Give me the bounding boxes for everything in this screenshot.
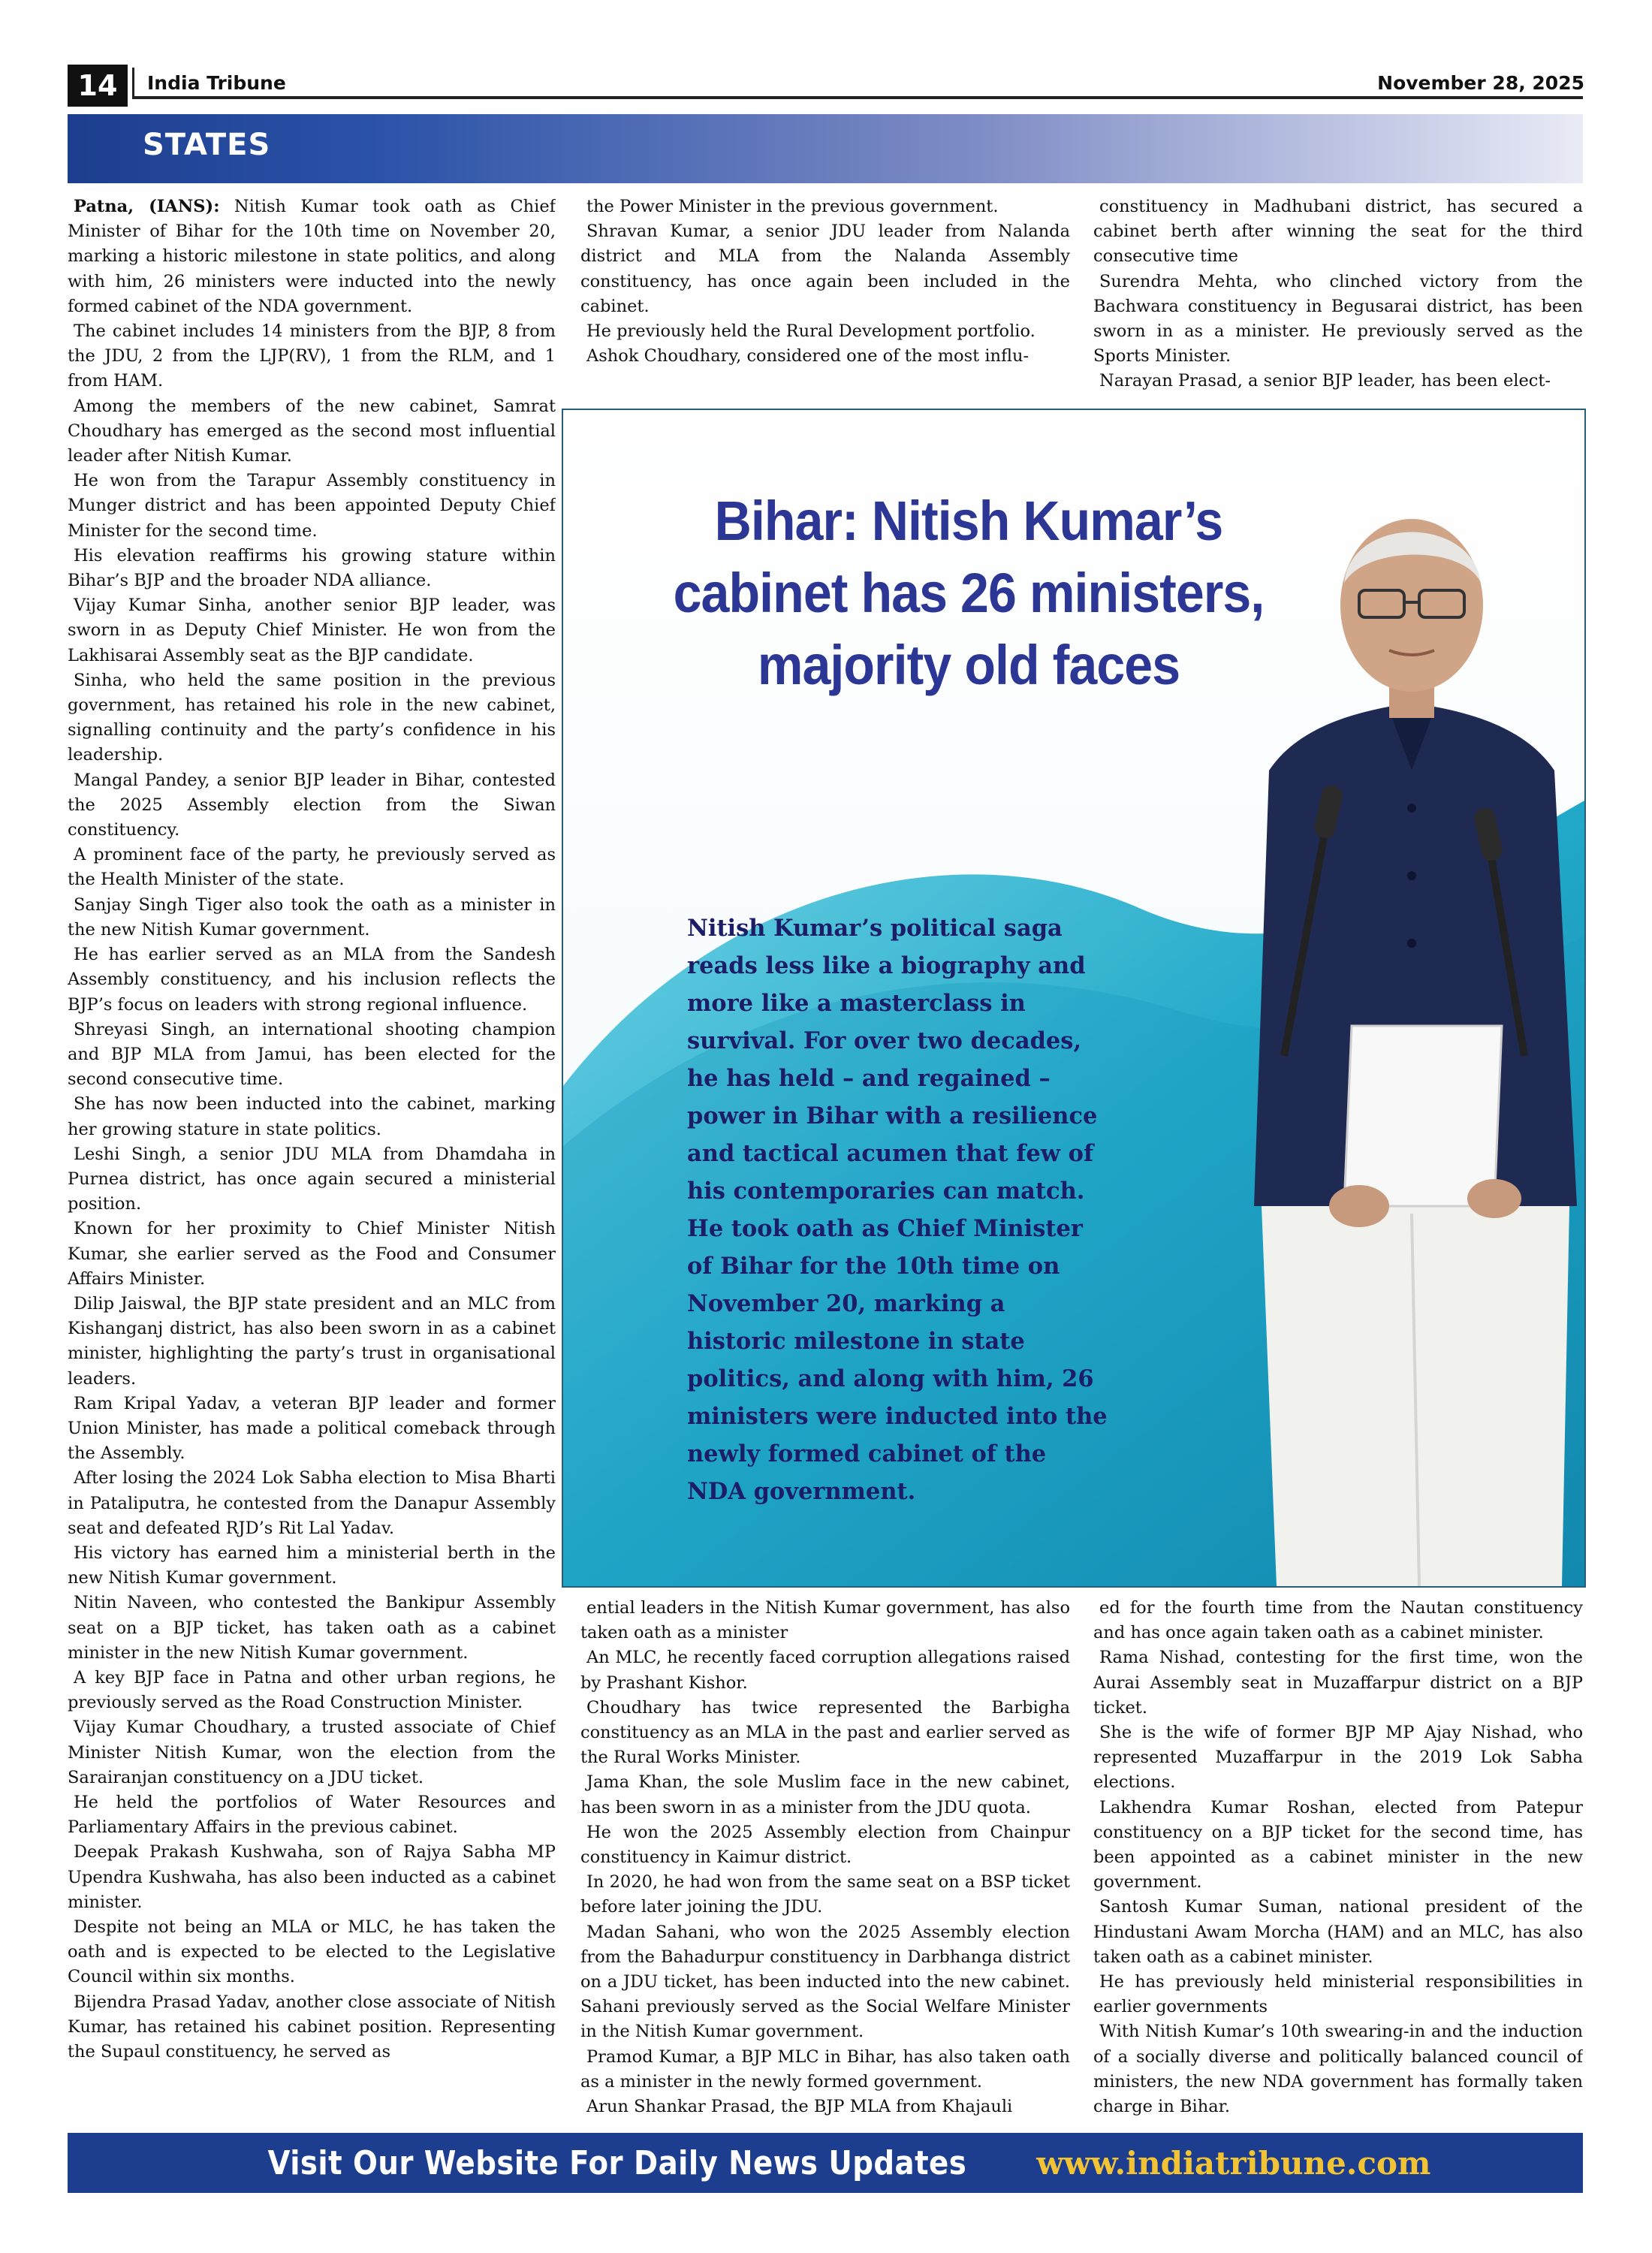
article-paragraph: Ram Kripal Yadav, a veteran BJP leader and former Union Minister, has made a political comeback through the Assembly. [68, 1393, 556, 1464]
feature-blurb: Nitish Kumar’s political saga reads less like a biography and more like a masterclass in survival. For over two decades, he has held – and regained – power in Bihar with a resilience and tactical acumen that few of his contemporaries can match. He took oath as Chief Minister of Bihar for the 10th time on November 20, marking a historic milestone in state politics, and along with him, 26 ministers were inducted into the newly formed cabinet of the NDA government. [687, 915, 1108, 1505]
article-paragraph: He previously held the Rural Development portfolio. [586, 321, 1036, 342]
article-paragraph: Pramod Kumar, a BJP MLC in Bihar, has also taken oath as a minister in the newly formed government. [580, 2046, 1070, 2092]
article-paragraph: The cabinet includes 14 ministers from the BJP, 8 from the JDU, 2 from the LJP(RV), 1 from the RLM, and 1 from HAM. [68, 321, 556, 391]
article-paragraph: ential leaders in the Nitish Kumar government, has also taken oath as a minister [580, 1598, 1070, 1643]
dateline: Patna, (IANS): [74, 197, 220, 216]
article-paragraph: Vijay Kumar Sinha, another senior BJP leader, was sworn in as Deputy Chief Minister. He won from the Lakhisarai Assembly seat as the BJP candidate. [68, 596, 556, 665]
issue-date: November 28, 2025 [1377, 72, 1584, 94]
article-paragraph: Sinha, who held the same position in the previous government, has retained his role in the new cabinet, signalling continuity and the party’s confidence in his leadership. [68, 670, 556, 765]
article-paragraph: Shravan Kumar, a senior JDU leader from Nalanda district and MLA from the Nalanda Assembly constituency, has once again been included in the cabinet. [580, 222, 1070, 316]
article-paragraph: Patna, (IANS): Nitish Kumar took oath as Chief Minister of Bihar for the 10th time on November 20, marking a historic milestone in state politics, and along with him, 26 ministers were inducted into the newly formed cabinet of the NDA government. [68, 197, 556, 316]
section-title: STATES [143, 128, 271, 162]
publication-name: India Tribune [147, 72, 286, 94]
article-paragraph: He held the portfolios of Water Resources and Parliamentary Affairs in the previous cabinet. [68, 1793, 556, 1838]
article-paragraph: She has now been inducted into the cabinet, marking her growing stature in state politics. [68, 1094, 556, 1139]
article-paragraph: He won the 2025 Assembly election from Chainpur constituency in Kaimur district. [580, 1822, 1070, 1868]
article-paragraph: Shreyasi Singh, an international shooting champion and BJP MLA from Jamui, has been elected for the second consecutive time. [68, 1019, 556, 1090]
article-paragraph: His victory has earned him a ministerial berth in the new Nitish Kumar government. [68, 1543, 556, 1588]
article-paragraph: He has previously held ministerial responsibilities in earlier governments [1093, 1972, 1583, 2017]
article-paragraph: ed for the fourth time from the Nautan constituency and has once again taken oath as a cabinet minister. [1093, 1598, 1583, 1643]
article-paragraph: Madan Sahani, who won the 2025 Assembly election from the Bahadurpur constituency in Darbhanga district on a JDU ticket, has been inducted into the new cabinet. Sahani previously served as the Social Welfare Minister in the Nitish Kumar government. [580, 1922, 1070, 2042]
headline-line-3: majority old faces [757, 634, 1180, 696]
article-paragraph: Ashok Choudhary, considered one of the most influ- [586, 346, 1029, 366]
feature-box [562, 409, 1586, 1588]
footer-message: Visit Our Website For Daily News Updates [267, 2143, 966, 2182]
article-paragraph: An MLC, he recently faced corruption allegations raised by Prashant Kishor. [580, 1648, 1070, 1693]
page-number: 14 [68, 65, 128, 107]
article-paragraph: Mangal Pandey, a senior BJP leader in Bihar, contested the 2025 Assembly election from the Siwan constituency. [68, 770, 556, 840]
article-paragraph: Santosh Kumar Suman, national president of the Hindustani Awam Morcha (HAM) and an MLC, has also taken oath as a cabinet minister. [1093, 1897, 1583, 1967]
article-paragraph: Vijay Kumar Choudhary, a trusted associate of Chief Minister Nitish Kumar, won the election from the Sarairanjan constituency on a JDU ticket. [68, 1718, 556, 1787]
article-paragraph: His elevation reaffirms his growing stature within Bihar’s BJP and the broader NDA alliance. [68, 545, 556, 591]
headline-line-1: Bihar: Nitish Kumar’s [714, 490, 1223, 552]
article-paragraph: Known for her proximity to Chief Minister Nitish Kumar, she earlier served as the Food and Consumer Affairs Minister. [68, 1219, 556, 1289]
article-paragraph: With Nitish Kumar’s 10th swearing-in and the induction of a socially diverse and politically balanced council of ministers, the new NDA government has formally taken charge in Bihar. [1093, 2022, 1583, 2117]
footer-banner [68, 2133, 1583, 2193]
article-paragraph: Jama Khan, the sole Muslim face in the new cabinet, has been sworn in as a minister from the JDU quota. [580, 1772, 1070, 1817]
article-paragraph: A prominent face of the party, he previously served as the Health Minister of the state. [68, 845, 556, 890]
chief-minister-photo [1239, 455, 1584, 1586]
article-paragraph: Among the members of the new cabinet, Samrat Choudhary has emerged as the second most influential leader after Nitish Kumar. [68, 396, 556, 466]
article-column-1 [68, 195, 556, 2113]
article-paragraph: Bijendra Prasad Yadav, another close associate of Nitish Kumar, has retained his cabinet position. Representing the Supaul constituency, he served as [68, 1992, 556, 2062]
article-paragraph: Surendra Mehta, who clinched victory from the Bachwara constituency in Begusarai district, has been sworn in as a minister. He previously served as the Sports Minister. [1093, 271, 1583, 366]
article-paragraph: He has earlier served as an MLA from the Sandesh Assembly constituency, and his inclusion reflects the BJP’s focus on leaders with strong regional influence. [68, 945, 556, 1015]
headline-line-2: cabinet has 26 ministers, [673, 562, 1265, 624]
article-column-2-top [580, 195, 1070, 397]
article-paragraph: Leshi Singh, a senior JDU MLA from Dhamdaha in Purnea district, has once again secured a ministerial position. [68, 1144, 556, 1214]
section-band [68, 114, 1583, 183]
article-paragraph: Rama Nishad, contesting for the first time, won the Aurai Assembly seat in Muzaffarpur district on a BJP ticket. [1093, 1648, 1583, 1718]
article-paragraph: He won from the Tarapur Assembly constituency in Munger district and has been appointed Deputy Chief Minister for the second time. [68, 471, 556, 541]
article-paragraph: Sanjay Singh Tiger also took the oath as a minister in the new Nitish Kumar government. [68, 894, 556, 940]
article-paragraph: Narayan Prasad, a senior BJP leader, has been elect- [1099, 371, 1551, 391]
article-paragraph: Deepak Prakash Kushwaha, son of Rajya Sabha MP Upendra Kushwaha, has also been inducted as a cabinet minister. [68, 1842, 556, 1912]
article-paragraph: After losing the 2024 Lok Sabha election to Misa Bharti in Pataliputra, he contested from the Danapur Assembly seat and defeated RJD’s Rit Lal Yadav. [68, 1468, 556, 1538]
header-divider [132, 68, 134, 99]
article-column-2-bottom [580, 1596, 1070, 2122]
article-paragraph: Dilip Jaiswal, the BJP state president and an MLC from Kishanganj district, has also been sworn in as a cabinet minister, highlighting the party’s trust in organisational leaders. [68, 1293, 556, 1389]
article-paragraph: Arun Shankar Prasad, the BJP MLA from Khajauli [586, 2097, 1013, 2117]
article-column-3-bottom [1093, 1596, 1583, 2122]
header-rule [132, 96, 1583, 99]
feature-headline [623, 485, 1314, 701]
website-link[interactable]: www.indiatribune.com [1036, 2144, 1431, 2182]
article-paragraph: In 2020, he had won from the same seat on a BSP ticket before later joining the JDU. [580, 1872, 1070, 1917]
article-paragraph: A key BJP face in Patna and other urban regions, he previously served as the Road Construction Minister. [68, 1667, 556, 1713]
article-paragraph: Despite not being an MLA or MLC, he has taken the oath and is expected to be elected to the Legislative Council within six months. [68, 1917, 556, 1987]
article-paragraph: Choudhary has twice represented the Barbigha constituency as an MLA in the past and earlier served as the Rural Works Minister. [580, 1697, 1070, 1768]
article-paragraph: Lakhendra Kumar Roshan, elected from Patepur constituency on a BJP ticket for the second time, has been appointed as a cabinet minister in the new government. [1093, 1797, 1583, 1893]
article-paragraph: Nitin Naveen, who contested the Bankipur Assembly seat on a BJP ticket, has taken oath as a cabinet minister in the new Nitish Kumar government. [68, 1593, 556, 1663]
article-paragraph: constituency in Madhubani district, has secured a cabinet berth after winning the seat for the third consecutive time [1093, 197, 1583, 267]
article-column-3-top [1093, 195, 1583, 397]
article-paragraph: She is the wife of former BJP MP Ajay Nishad, who represented Muzaffarpur in the 2019 Lok Sabha elections. [1093, 1723, 1583, 1793]
article-paragraph: the Power Minister in the previous government. [586, 197, 999, 216]
